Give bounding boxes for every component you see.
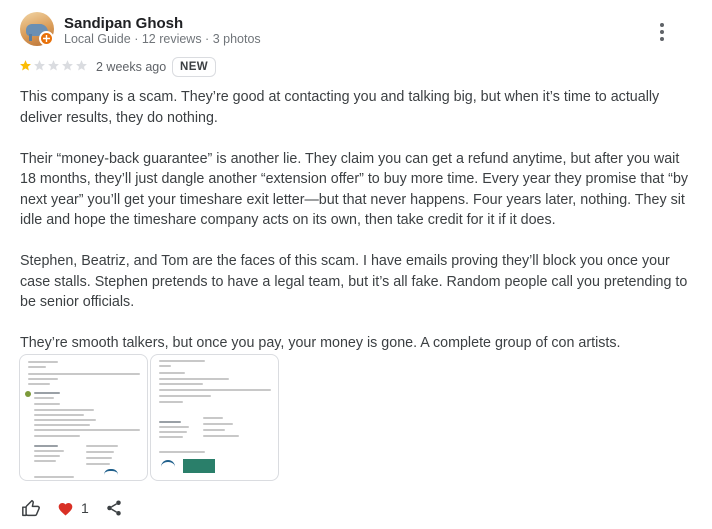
avatar-detail xyxy=(29,34,32,41)
like-count: 1 xyxy=(81,500,89,516)
star-empty-icon xyxy=(61,59,74,72)
new-badge: NEW xyxy=(172,57,216,77)
review-text xyxy=(20,87,692,354)
local-guide-badge-icon xyxy=(39,31,54,46)
local-guide-label: Local Guide xyxy=(64,32,131,46)
reviewer-meta xyxy=(64,32,261,46)
star-empty-icon xyxy=(75,59,88,72)
review-paragraph: This company is a scam. They’re good at contacting you and talking big, but when it’s time to actually deliver results, they do nothing. xyxy=(20,89,660,126)
review-photo-2[interactable] xyxy=(150,354,279,481)
review-paragraph: Their “money-back guarantee” is another lie. They claim you can get a refund anytime, but after you wait 18 months, they’ll just dangle another “extension offer” to buy more time. Every year they promise that “by next year” you’ll get your timeshare exit letter—but that never happens. Four years later, nothing. They sit idle and hope the timeshare company acts on its own, then take credit for it if it does. xyxy=(20,150,689,228)
more-options-icon[interactable] xyxy=(650,18,674,46)
photo-count: 3 photos xyxy=(212,32,261,46)
meta-separator: · xyxy=(201,32,213,46)
review-date: 2 weeks ago xyxy=(96,60,167,74)
star-filled-icon xyxy=(19,59,32,72)
star-empty-icon xyxy=(33,59,46,72)
review-photo-1[interactable] xyxy=(19,354,148,481)
reviewer-name[interactable]: Sandipan Ghosh xyxy=(64,15,184,32)
review-count: 12 reviews xyxy=(141,32,202,46)
heart-reaction-icon[interactable] xyxy=(55,498,75,518)
meta-separator: · xyxy=(130,32,142,46)
like-icon[interactable] xyxy=(20,497,42,519)
review-paragraph: Stephen, Beatriz, and Tom are the faces of this scam. I have emails proving they’ll block you once your case stalls. Stephen pretends to have a legal team, but it’s all fake. Random people call you pretending to be senior officials. xyxy=(20,253,688,310)
star-empty-icon xyxy=(47,59,60,72)
review-actions xyxy=(20,497,124,519)
star-rating xyxy=(19,59,88,72)
review-paragraph: They’re smooth talkers, but once you pay, your money is gone. A complete group of con artists. xyxy=(20,335,621,351)
share-icon[interactable] xyxy=(104,498,124,518)
